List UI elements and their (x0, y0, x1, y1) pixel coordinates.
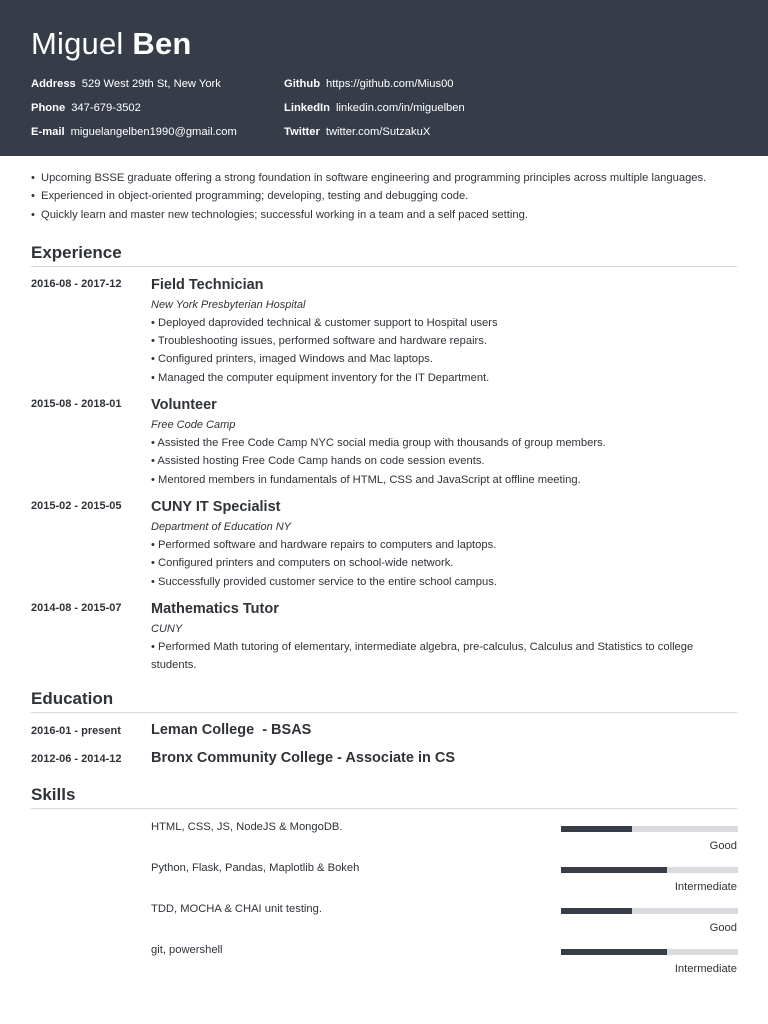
contact-info (31, 72, 737, 144)
job-bullet: • Performed Math tutoring of elementary, intermediate algebra, pre-calculus, Calculus and Statistics to college students. (151, 640, 694, 672)
education-item (31, 722, 737, 738)
contact-phone (31, 96, 284, 120)
job-title: Field Technician (151, 276, 264, 293)
employer: CUNY (151, 622, 183, 635)
experience-body (151, 497, 737, 591)
skill-level-fill (561, 908, 632, 914)
education-degree: Leman College - BSAS (151, 722, 312, 739)
contact-twitter[interactable] (284, 120, 584, 144)
skills-section (0, 784, 768, 984)
experience-dates: 2015-08 - 2018-01 (31, 398, 122, 411)
skill-level-label: Good (709, 922, 737, 935)
skill-level-bar (561, 949, 738, 955)
skill-item (31, 861, 737, 902)
section-title-education: Education (31, 688, 737, 713)
summary-item: • Quickly learn and master new technologies; successful working in a team and a self paced setting. (31, 206, 737, 224)
skill-level-bar (561, 908, 738, 914)
experience-item (31, 395, 737, 489)
skill-name: HTML, CSS, JS, NodeJS & MongoDB. (151, 821, 343, 834)
summary-item: • Experienced in object-oriented programming; developing, testing and debugging code. (31, 187, 737, 205)
skill-name: Python, Flask, Pandas, Maplotlib & Bokeh (151, 862, 360, 875)
job-bullet: • Deployed daprovided technical & customer support to Hospital users (151, 316, 498, 329)
contact-label: LinkedIn (284, 102, 330, 114)
experience-body (151, 275, 737, 387)
job-bullet: • Troubleshooting issues, performed software and hardware repairs. (151, 335, 487, 348)
job-bullet: • Assisted hosting Free Code Camp hands on code session events. (151, 455, 485, 468)
experience-body (151, 395, 737, 489)
skill-item (31, 820, 737, 861)
skill-level-label: Intermediate (674, 963, 737, 976)
experience-dates: 2015-02 - 2015-05 (31, 499, 122, 512)
contact-label: Twitter (284, 126, 320, 138)
skill-item (31, 943, 737, 984)
skill-level-fill (561, 867, 667, 873)
education-dates: 2016-01 - present (31, 725, 121, 738)
contact-label: E-mail (31, 126, 65, 138)
job-title: Mathematics Tutor (151, 600, 279, 617)
employer: New York Presbyterian Hospital (151, 298, 306, 311)
job-bullet: • Managed the computer equipment inventory for the IT Department. (151, 371, 490, 384)
summary-item: • Upcoming BSSE graduate offering a strong foundation in software engineering and programming principles across multiple languages. (31, 169, 737, 187)
section-title-experience: Experience (31, 242, 737, 267)
contact-label: Address (31, 78, 76, 90)
skill-level-bar (561, 867, 738, 873)
job-bullet: • Configured printers and computers on school-wide network. (151, 557, 454, 570)
resume-header (0, 0, 768, 156)
contact-label: Github (284, 78, 321, 90)
contact-value: 347-679-3502 (71, 102, 141, 114)
job-bullet: • Configured printers, imaged Windows and Mac laptops. (151, 353, 433, 366)
education-degree: Bronx Community College - Associate in CS (151, 750, 456, 767)
job-bullet: • Assisted the Free Code Camp NYC social media group with thousands of group members. (151, 437, 606, 450)
experience-dates: 2014-08 - 2015-07 (31, 601, 122, 614)
experience-body (151, 599, 737, 675)
experience-item (31, 275, 737, 387)
job-bullet: • Successfully provided customer service to the entire school campus. (151, 575, 497, 588)
contact-label: Phone (31, 102, 66, 114)
summary-list (0, 156, 768, 224)
skill-name: git, powershell (151, 944, 223, 957)
first-name: Miguel (31, 26, 124, 61)
skill-level-bar (561, 826, 738, 832)
job-title: Volunteer (151, 397, 217, 414)
contact-value[interactable]: miguelangelben1990@gmail.com (70, 126, 237, 138)
experience-section (0, 242, 768, 675)
job-title: CUNY IT Specialist (151, 498, 281, 515)
education-section (0, 688, 768, 766)
skill-level-label: Good (709, 840, 737, 853)
skill-level-fill (561, 826, 632, 832)
contact-github[interactable] (284, 72, 584, 96)
contact-linkedin[interactable] (284, 96, 584, 120)
skill-level-label: Intermediate (674, 881, 737, 894)
experience-item (31, 599, 737, 675)
section-title-skills: Skills (31, 784, 737, 809)
contact-email[interactable] (31, 120, 284, 144)
contact-value[interactable]: linkedin.com/in/miguelben (336, 102, 465, 114)
skills-list (31, 820, 737, 984)
skill-name: TDD, MOCHA & CHAI unit testing. (151, 903, 322, 916)
experience-dates: 2016-08 - 2017-12 (31, 277, 122, 290)
last-name: Ben (132, 26, 192, 61)
employer: Free Code Camp (151, 419, 236, 432)
job-bullet: • Mentored members in fundamentals of HTML, CSS and JavaScript at offline meeting. (151, 473, 581, 486)
contact-value[interactable]: twitter.com/SutzakuX (325, 126, 431, 138)
experience-item (31, 497, 737, 591)
skill-item (31, 902, 737, 943)
employer: Department of Education NY (151, 520, 292, 533)
contact-value[interactable]: https://github.com/Mius00 (326, 78, 454, 90)
candidate-name (31, 26, 737, 62)
education-dates: 2012-06 - 2014-12 (31, 753, 122, 766)
education-item (31, 750, 737, 766)
contact-address (31, 72, 284, 96)
job-bullet: • Performed software and hardware repairs to computers and laptops. (151, 538, 497, 551)
contact-value: 529 West 29th St, New York (81, 78, 221, 90)
skill-level-fill (561, 949, 667, 955)
